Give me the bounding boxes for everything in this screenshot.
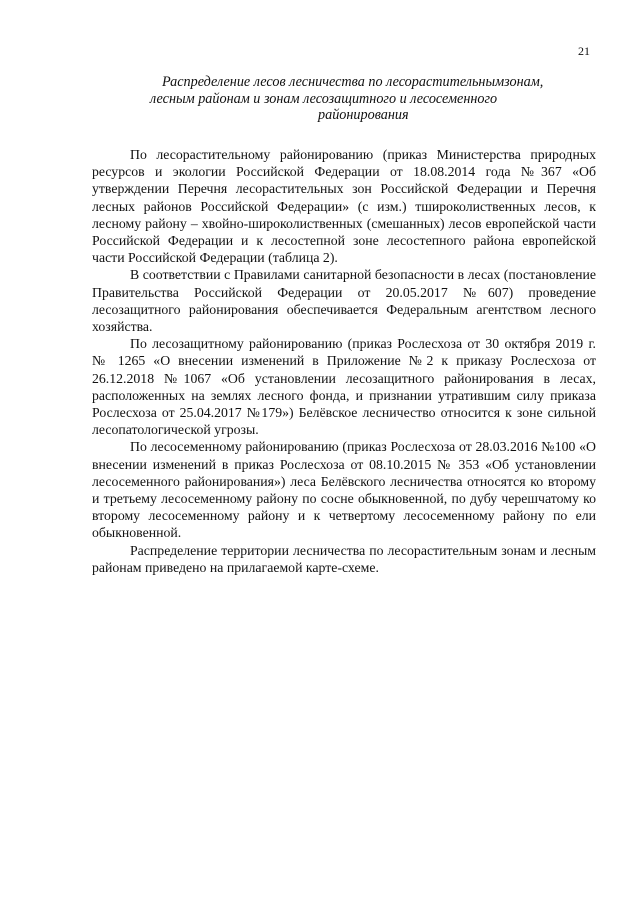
paragraph-seed-zoning: По лесосеменному районированию (приказ Рослесхоза от 28.03.2016 №100 «О внесении изменений в приказ Рослесхоза от 08.10.2015 № 353 «Об установлении лесосеменного районирования») леса Белёвского лесничества относятся ко второму и третьему лесосеменному району по сосне обыкновенной, по дубу черешчатому ко второму лесосеменному району и к четвертому лесосеменному району по ели обыкновенной.: [92, 439, 596, 541]
section-heading-line-2: лесным районам и зонам лесозащитного и лесосеменного: [150, 90, 498, 107]
paragraph-forest-protection-zoning: По лесозащитному районированию (приказ Рослесхоза от 30 октября 2019 г. № 1265 «О внесении изменений в Приложение №2 к приказу Рослесхоза от 26.12.2018 №1067 «Об установлении лесозащитного районирования в лесах, расположенных на землях лесного фонда, и признании утратившим силу приказа Рослесхоза от 25.04.2017 №179») Белёвское лесничество относится к зоне сильной лесопатологической угрозы.: [92, 336, 596, 438]
page-number: 21: [578, 44, 590, 58]
document-body: [92, 146, 596, 576]
section-heading-line-1: Распределение лесов лесничества по лесорастительнымзонам,: [162, 74, 544, 90]
paragraph-forest-zoning: По лесорастительному районированию (приказ Министерства природных ресурсов и экологии Российской Федерации от 18.08.2014 года №367 «Об утверждении Перечня лесорастительных зон Российской Федерации и Перечня лесных районов Российской Федерации» (с изм.) тшироколиственных лесов, к лесному району – хвойно-широколиственных (смешанных) лесов европейской части Российской Федерации и к лесостепной зоне лесостепного района европейской части Российской Федерации (таблица 2).: [92, 147, 596, 266]
section-heading-line-3: районирования: [318, 107, 409, 123]
paragraph-sanitary-rules: В соответствии с Правилами санитарной безопасности в лесах (постановление Правительства Российской Федерации от 20.05.2017 №607) проведение лесозащитного районирования обеспечивается Федеральным агентством лесного хозяйства.: [92, 267, 596, 335]
paragraph-map-reference: Распределение территории лесничества по лесорастительным зонам и лесным районам приведено на прилагаемой карте-схеме.: [92, 542, 596, 575]
section-heading: [150, 74, 600, 124]
